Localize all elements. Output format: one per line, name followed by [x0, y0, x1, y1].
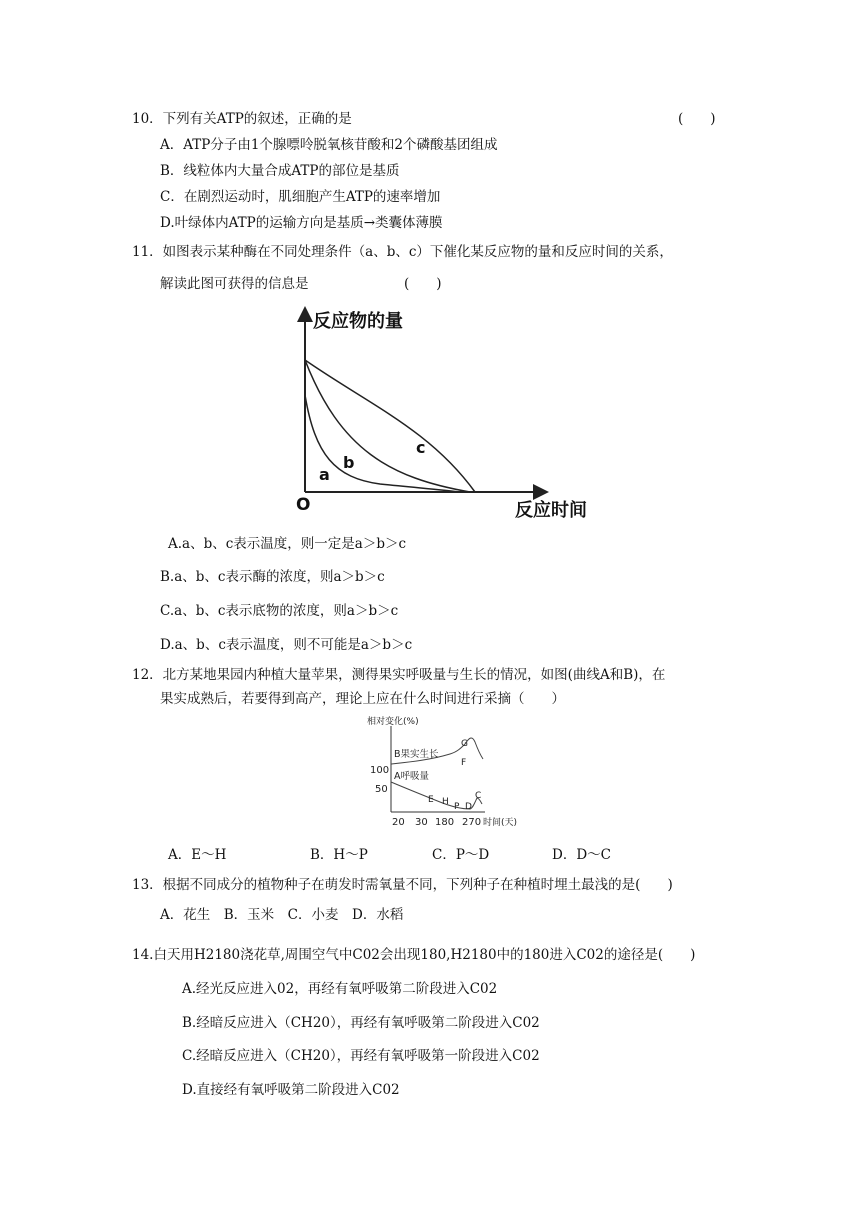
q12-xtick-270: 270 — [462, 817, 482, 828]
q12-point-c: C — [475, 791, 482, 801]
q11-origin-label: O — [296, 495, 311, 515]
q11-option-c: C.a、b、c表示底物的浓度，则a＞b＞c — [160, 603, 399, 619]
q11-option-a: A.a、b、c表示温度，则一定是a＞b＞c — [168, 536, 407, 552]
q10-answer-paren: ( ) — [678, 111, 716, 127]
q12-point-e: E — [428, 795, 434, 805]
q10-stem: 10．下列有关ATP的叙述，正确的是 — [132, 111, 352, 127]
q13-options: A．花生 B．玉米 C．小麦 D．水稻 — [160, 907, 404, 923]
q12-xtick-30: 30 — [415, 817, 428, 828]
q12-option-a: A．E～H — [168, 847, 227, 863]
q12-curve-a-label: A呼吸量 — [394, 771, 429, 782]
q14-stem: 14.白天用H2180浇花草,周围空气中C02会出现180,H2180中的180进入C02的途径是( ) — [132, 947, 696, 963]
q12-option-c: C．P～D — [432, 847, 490, 863]
q12-figure — [365, 712, 530, 834]
q10-option-a: A．ATP分子由1个腺嘌呤脱氧核苷酸和2个磷酸基团组成 — [160, 137, 498, 153]
q10-option-c: C．在剧烈运动时，肌细胞产生ATP的速率增加 — [160, 189, 441, 205]
q11-y-label: 反应物的量 — [313, 311, 403, 332]
q12-point-d: D — [465, 802, 472, 812]
q11-option-d: D.a、b、c表示温度，则不可能是a＞b＞c — [160, 637, 413, 653]
q12-option-b: B．H～P — [310, 847, 368, 863]
q12-option-d: D．D～C — [552, 847, 611, 863]
q12-point-p: P — [454, 802, 460, 812]
q10-option-d: D.叶绿体内ATP的运输方向是基质→类囊体薄膜 — [160, 215, 443, 231]
q14-option-d: D.直接经有氧呼吸第二阶段进入C02 — [182, 1082, 400, 1098]
q12-point-g: G — [461, 739, 468, 749]
q12-point-f-b: F — [461, 758, 467, 768]
q11-curve-label-b: b — [343, 453, 355, 472]
q12-stem-line2: 果实成熟后，若要得到高产，理论上应在什么时间进行采摘（ ） — [160, 691, 565, 707]
q12-curve-b-label: B果实生长 — [394, 749, 439, 760]
q12-y-label: 相对变化(%) — [367, 717, 419, 727]
q12-ytick-50: 50 — [375, 784, 388, 795]
q11-x-label: 反应时间 — [515, 500, 587, 521]
q11-answer-paren: ( ) — [404, 276, 442, 292]
q14-option-c: C.经暗反应进入（CH20），再经有氧呼吸第一阶段进入C02 — [182, 1048, 540, 1064]
q12-x-label: 时间(天) — [483, 818, 518, 828]
q11-option-b: B.a、b、c表示酶的浓度，则a＞b＞c — [160, 569, 385, 585]
q10-option-b: B．线粒体内大量合成ATP的部位是基质 — [160, 163, 400, 179]
q12-xtick-20: 20 — [392, 817, 405, 828]
q14-option-a: A.经光反应进入02，再经有氧呼吸第二阶段进入C02 — [182, 981, 498, 997]
q11-curve-label-a: a — [319, 465, 330, 484]
q12-point-h: H — [442, 797, 449, 807]
q11-figure — [280, 300, 610, 525]
q13-stem: 13．根据不同成分的植物种子在萌发时需氧量不同，下列种子在种植时埋土最浅的是( ) — [132, 877, 673, 893]
q11-stem-line1: 11．如图表示某种酶在不同处理条件（a、b、c）下催化某反应物的量和反应时间的关系， — [132, 244, 673, 260]
q12-ytick-100: 100 — [370, 765, 390, 776]
q11-curve-label-c: c — [416, 438, 426, 457]
q14-option-b: B.经暗反应进入（CH20），再经有氧呼吸第二阶段进入C02 — [182, 1015, 540, 1031]
q12-xtick-180: 180 — [435, 817, 455, 828]
q12-stem-line1: 12．北方某地果园内种植大量苹果，测得果实呼吸量与生长的情况，如图(曲线A和B)，在 — [132, 667, 666, 683]
q11-stem-line2: 解读此图可获得的信息是 — [160, 276, 309, 292]
q11-curve-c — [305, 360, 475, 492]
